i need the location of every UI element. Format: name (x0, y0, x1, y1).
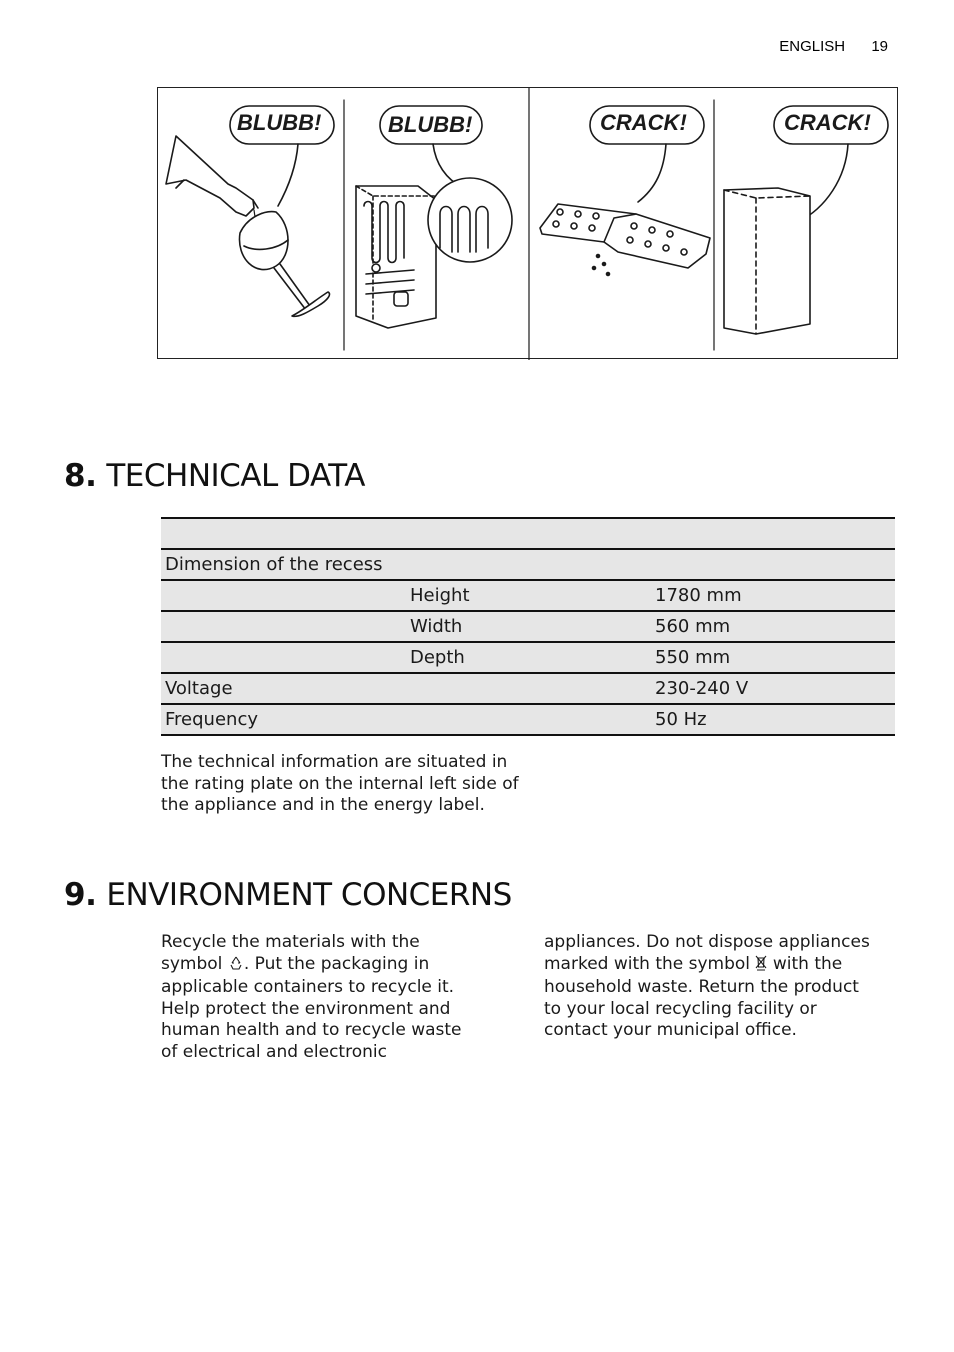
environment-text-right (544, 932, 874, 1042)
table-cell (406, 518, 651, 549)
section-title-environment (64, 877, 512, 913)
paragraph-text: appliances. Do not dispose appliances marked with the symbol (544, 932, 870, 974)
table-row (161, 704, 895, 735)
table-cell (161, 611, 406, 642)
table-cell (406, 673, 651, 704)
table-row (161, 549, 895, 580)
wine-pouring-icon (166, 136, 330, 316)
crossed-bin-icon (755, 955, 767, 978)
environment-text-left (161, 932, 481, 1064)
table-row (161, 611, 895, 642)
page-header (779, 38, 888, 55)
table-cell (161, 518, 406, 549)
table-cell: 560 mm (651, 611, 895, 642)
sound-label-blubb-2: BLUBB! (388, 112, 473, 137)
section-number: 9. (64, 877, 97, 913)
section-heading: ENVIRONMENT CONCERNS (106, 877, 512, 913)
section-heading: TECHNICAL DATA (106, 458, 366, 494)
table-cell: 50 Hz (651, 704, 895, 735)
table-cell: 550 mm (651, 642, 895, 673)
table-cell: Dimension of the recess (161, 549, 406, 580)
ice-tray-cracking-icon (540, 204, 710, 276)
paragraph-text: with the household waste. Return the product to your local recycling facility or contact your municipal office. (544, 953, 859, 1041)
table-cell: Voltage (161, 673, 406, 704)
table-cell: Height (406, 580, 651, 611)
table-cell: Frequency (161, 704, 406, 735)
noise-illustration (157, 87, 898, 359)
fridge-cabinet-icon (724, 188, 810, 334)
sound-label-blubb-1: BLUBB! (237, 110, 322, 135)
table-cell (651, 518, 895, 549)
table-cell (651, 549, 895, 580)
technical-data-table (161, 517, 895, 736)
recycle-icon (228, 955, 244, 978)
table-row (161, 518, 895, 549)
table-row (161, 642, 895, 673)
page-number: 19 (871, 38, 888, 55)
table-cell (161, 580, 406, 611)
table-cell: Depth (406, 642, 651, 673)
table-cell: Width (406, 611, 651, 642)
table-cell (406, 549, 651, 580)
paragraph-text: Recycle the materials with the symbol (161, 932, 420, 974)
table-cell (161, 642, 406, 673)
table-row (161, 673, 895, 704)
section-number: 8. (64, 458, 97, 494)
sound-label-crack-2: CRACK! (784, 110, 871, 135)
language-label: ENGLISH (779, 38, 846, 55)
table-row (161, 580, 895, 611)
paragraph-text: . Put the packaging in applicable containers to recycle it. Help protect the environment and human health and to recycle waste of electrical and electronic (161, 953, 462, 1062)
sound-label-crack-1: CRACK! (600, 110, 687, 135)
section-title-technical-data (64, 458, 365, 494)
technical-note: The technical information are situated in the rating plate on the internal left side of the appliance and in the energy label. (161, 752, 519, 815)
table-cell: 1780 mm (651, 580, 895, 611)
fridge-coolant-pipes-icon (356, 178, 512, 328)
table-cell (406, 704, 651, 735)
table-cell: 230-240 V (651, 673, 895, 704)
